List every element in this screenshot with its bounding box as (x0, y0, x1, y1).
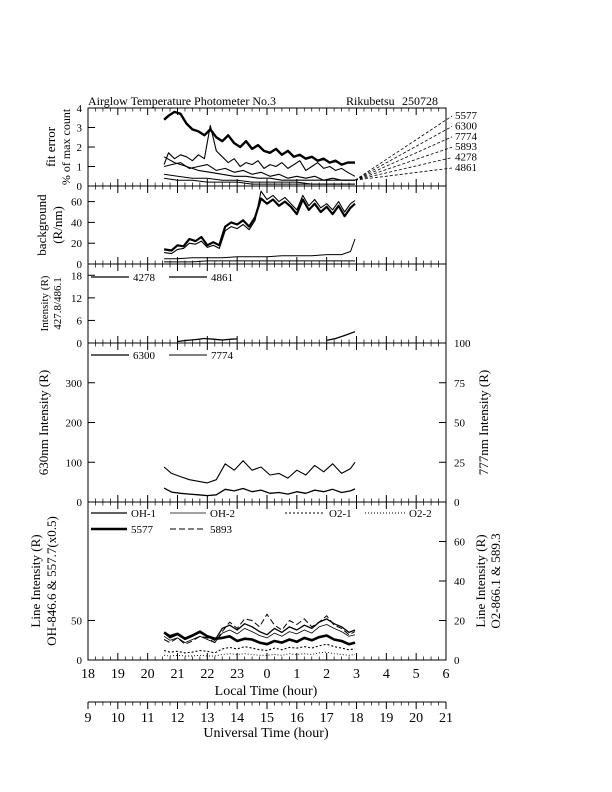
legend-label-5577: 5577 (131, 524, 153, 536)
y-tick-label-right: 60 (454, 536, 465, 549)
right-label-5577: 5577 (455, 110, 477, 122)
y-tick-label-left: 0 (76, 655, 82, 667)
x-tick-label-local: 18 (81, 667, 95, 682)
legend-label-OH-1: OH-1 (131, 508, 157, 520)
series-line-5577 (164, 112, 355, 165)
panel-frame (88, 186, 446, 264)
y-tick-label: 1 (76, 161, 82, 174)
panel-frame (88, 108, 446, 186)
right-label-4278: 4278 (455, 151, 477, 164)
y-axis-label-2: 427.8/486.1 (52, 277, 64, 330)
legend-label-4861: 4861 (211, 272, 233, 284)
legend-label-6300: 6300 (133, 350, 155, 362)
y-tick-label-right: 50 (454, 417, 465, 430)
y-tick-label: 6 (76, 315, 82, 328)
xlabel-universal: Universal Time (hour) (203, 726, 329, 741)
y-tick-label-right: 20 (454, 615, 465, 628)
y-axis-label-left-2: OH-846.6 & 557.7(x0.5) (44, 516, 59, 646)
x-tick-label-universal: 18 (349, 711, 364, 726)
y-tick-label-right: 100 (454, 338, 471, 350)
legend-label-5893: 5893 (210, 524, 232, 536)
panel-oxygen (36, 338, 491, 509)
legend-label-O2-2: O2-2 (409, 508, 432, 520)
series-line-7774 (164, 163, 355, 181)
x-tick-label-local: 3 (353, 667, 360, 682)
y-tick-label-right: 25 (454, 457, 465, 470)
leader-line-4278 (355, 158, 452, 181)
panel-background (34, 186, 446, 271)
y-tick-label: 20 (71, 238, 82, 251)
y-axis-label-1: fit error (43, 126, 58, 168)
series-line-5577 (164, 632, 355, 645)
y-axis-label-right-1: Line Intensity (R) (473, 534, 488, 628)
right-label-4861: 4861 (455, 162, 477, 174)
y-axis-label-2: (R/nm) (50, 206, 65, 244)
x-tick-label-universal: 15 (260, 711, 274, 726)
series-line-4861 (327, 332, 355, 341)
panel-line-intensity (28, 502, 503, 667)
x-tick-label-universal: 9 (84, 711, 92, 726)
y-tick-label: 2 (76, 142, 82, 154)
y-tick-label-right: 0 (454, 497, 460, 509)
x-tick-label-local: 5 (412, 667, 420, 682)
panel-fit-error (43, 103, 478, 193)
panel-frame (88, 343, 446, 502)
legend-label-O2-1: O2-1 (329, 508, 352, 520)
x-tick-label-universal: 19 (379, 711, 394, 726)
y-tick-label: 4 (76, 103, 82, 115)
x-tick-label-local: 1 (293, 667, 301, 682)
right-label-7774: 7774 (455, 130, 477, 143)
right-label-5893: 5893 (455, 141, 477, 154)
y-tick-label: 18 (71, 270, 82, 283)
x-tick-label-local: 4 (382, 667, 390, 682)
y-tick-label-left: 200 (65, 417, 82, 430)
y-tick-label: 60 (71, 196, 82, 209)
y-tick-label-right: 75 (454, 377, 465, 390)
y-tick-label-left: 50 (71, 615, 82, 628)
y-axis-label-left-1: Line Intensity (R) (28, 534, 43, 628)
series-line-OH-2 (164, 625, 355, 643)
series-line-bg-a (164, 199, 355, 251)
series-line-bg-c (164, 239, 355, 259)
leader-line-7774 (355, 137, 452, 180)
xlabel-local: Local Time (hour) (214, 684, 318, 699)
leader-line-5577 (355, 116, 452, 180)
local-time-axis (81, 667, 450, 682)
y-tick-label: 0 (76, 259, 82, 271)
x-tick-label-universal: 12 (170, 711, 185, 726)
x-tick-label-universal: 21 (439, 711, 453, 726)
x-tick-label-local: 0 (263, 667, 271, 682)
x-tick-label-universal: 17 (319, 711, 334, 726)
legend-label-7774: 7774 (211, 350, 233, 362)
x-tick-label-local: 6 (442, 667, 450, 682)
y-axis-label-right-2: O2-866.1 & 589.3 (488, 533, 503, 629)
x-tick-label-universal: 10 (110, 711, 125, 726)
series-line-bg-b (164, 191, 355, 253)
y-tick-label-right: 40 (454, 576, 465, 588)
x-tick-label-local: 23 (230, 667, 245, 682)
station-text: Rikubetsu (346, 94, 395, 108)
x-tick-label-local: 19 (110, 667, 125, 682)
figure-title (88, 94, 438, 108)
leader-line-6300 (355, 126, 452, 180)
x-tick-label-universal: 14 (230, 711, 245, 726)
legend-label-4278: 4278 (133, 272, 155, 284)
y-axis-label-right: 777nm Intensity (R) (476, 369, 491, 476)
series-line-6300 (164, 488, 355, 496)
date-code: 250728 (402, 94, 438, 108)
series-line-7774 (164, 461, 355, 483)
y-tick-label-left: 0 (76, 497, 82, 509)
leader-line-5893 (355, 147, 452, 180)
x-tick-label-universal: 11 (140, 711, 155, 726)
x-tick-label-local: 21 (170, 667, 185, 682)
x-tick-label-local: 20 (140, 667, 155, 682)
y-tick-label-left: 100 (65, 457, 82, 470)
series-line-O2-1 (164, 644, 355, 653)
plot-root (28, 103, 503, 726)
x-tick-label-local: 22 (200, 667, 215, 682)
y-axis-label-1: background (34, 194, 49, 256)
y-tick-label: 0 (76, 338, 82, 350)
y-axis-label-1: Intensity (R) (39, 275, 51, 332)
series-line-OH-1 (164, 619, 355, 640)
title-text: Airglow Temperature Photometer No.3 (88, 94, 277, 108)
y-tick-label-right: 0 (454, 655, 460, 667)
y-tick-label: 0 (76, 181, 82, 193)
y-axis-label-2: % of max count (59, 108, 73, 186)
y-tick-label: 40 (71, 217, 82, 230)
y-tick-label-left: 300 (65, 377, 82, 390)
x-tick-label-universal: 13 (200, 711, 215, 726)
x-tick-label-universal: 20 (409, 711, 424, 726)
y-axis-label-left: 630nm Intensity (R) (36, 369, 51, 476)
x-tick-label-universal: 16 (289, 711, 304, 726)
y-tick-label: 3 (76, 122, 82, 135)
universal-time-axis (85, 702, 454, 726)
legend-label-OH-2: OH-2 (210, 508, 236, 520)
x-tick-label-local: 2 (323, 667, 331, 682)
panel-blue-ratio (39, 264, 446, 350)
y-tick-label: 12 (71, 292, 82, 305)
right-label-6300: 6300 (455, 120, 477, 133)
